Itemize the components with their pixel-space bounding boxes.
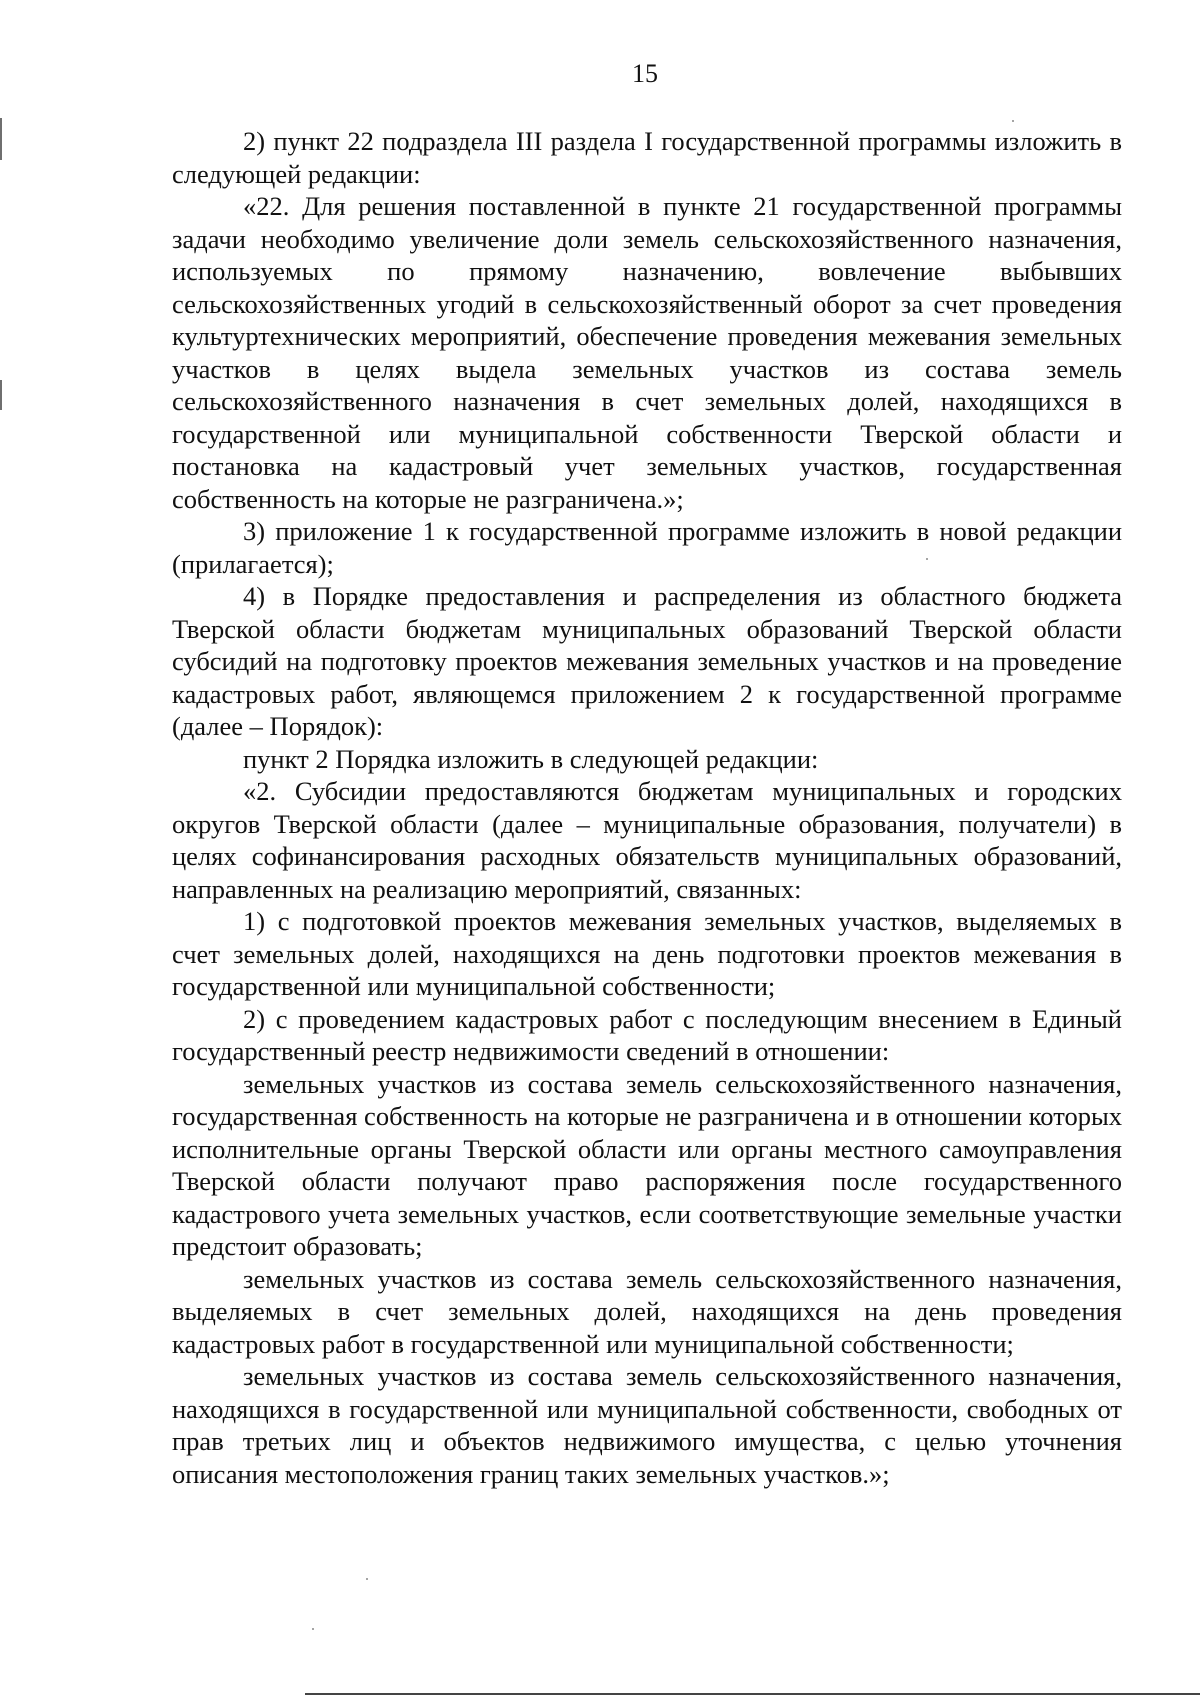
paragraph-land-plots-b: земельных участков из состава земель сельскохозяйственного назначения, выделяемых в счет земельных долей, находящихся на день проведения кадастровых работ в государственной или муниципальной собственности; bbox=[172, 1263, 1122, 1359]
scan-speck bbox=[312, 1628, 314, 1630]
paragraph-item-4: 4) в Порядке предоставления и распределения из областного бюджета Тверской области бюджетам муниципальных образований Тверской области субсидий на подготовку проектов межевания земельных участков и на проведение кадастровых работ, являющемся приложением 2 к государственной программе (далее – Порядок): bbox=[172, 581, 1122, 741]
paragraph-subitem-1: 1) с подготовкой проектов межевания земельных участков, выделяемых в счет земельных долей, находящихся на день подготовки проектов межевания в государственной или муниципальной собственности; bbox=[172, 906, 1122, 1001]
paragraph-land-plots-a: земельных участков из состава земель сельскохозяйственного назначения, государственная собственность на которые не разграничена и в отношении которых исполнительные органы Тверской области или органы местного самоуправления Тверской области получают право распоряжения после государственного кадастрового учета земельных участков, если соответствующие земельные участки предстоит образовать; bbox=[172, 1068, 1122, 1261]
paragraph-quoted-item-22: «22. Для решения поставленной в пункте 21 государственной программы задачи необходимо увеличение доли земель сельскохозяйственного назначения, используемых по прямому назначению, вовлечение выбывших сельскохозяйственных угодий в сельскохозяйственный оборот за счет проведения культуртехнических мероприятий, обеспечение проведения межевания земельных участков в целях выдела земельных участков из состава земель сельскохозяйственного назначения в счет земельных долей, находящихся в государственной или муниципальной собственности Тверской области и постановка на кадастровый учет земельных участков, государственная собственность на которые не разграничена.»; bbox=[172, 191, 1122, 514]
paragraph-quoted-item-2: «2. Субсидии предоставляются бюджетам муниципальных и городских округов Тверской области (далее – муниципальные образования, получатели) в целях софинансирования расходных обязательств муниципальных образований, направленных на реализацию мероприятий, связанных: bbox=[172, 776, 1122, 904]
scan-margin-mark bbox=[0, 118, 2, 160]
paragraph-land-plots-c: земельных участков из состава земель сельскохозяйственного назначения, находящихся в государственной или муниципальной собственности, свободных от прав третьих лиц и объектов недвижимого имущества, с целью уточнения описания местоположения границ таких земельных участков.»; bbox=[172, 1361, 1122, 1489]
paragraph-item-2: 2) пункт 22 подраздела III раздела I государственной программы изложить в следующей редакции: bbox=[172, 126, 1122, 189]
document-body bbox=[172, 125, 1122, 1490]
scan-margin-mark bbox=[0, 380, 2, 410]
paragraph-subitem-2: 2) с проведением кадастровых работ с последующим внесением в Единый государственный реестр недвижимости сведений в отношении: bbox=[172, 1003, 1122, 1066]
page-number: 15 bbox=[632, 59, 658, 88]
scan-speck bbox=[1012, 120, 1014, 122]
scan-speck bbox=[366, 1578, 368, 1580]
paragraph-item-3: 3) приложение 1 к государственной программе изложить в новой редакции (прилагается); bbox=[172, 516, 1122, 579]
paragraph-instruction: пункт 2 Порядка изложить в следующей редакции: bbox=[243, 743, 819, 774]
scan-bottom-edge bbox=[305, 1693, 1200, 1695]
scan-speck bbox=[926, 558, 928, 560]
